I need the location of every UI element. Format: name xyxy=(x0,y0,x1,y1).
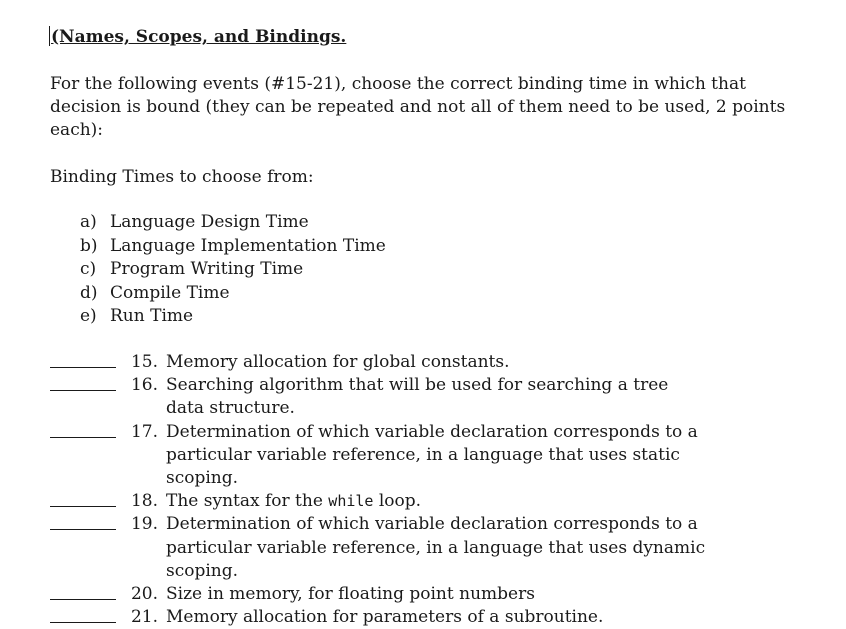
option-letter: a) xyxy=(80,212,97,232)
question-text-part: loop. xyxy=(373,491,422,512)
answer-blank[interactable] xyxy=(50,513,116,530)
question-text: Searching algorithm that will be used for searching a tree data structure. xyxy=(166,375,669,419)
question-text: Memory allocation for global constants. xyxy=(166,352,510,372)
answer-blank[interactable] xyxy=(50,351,116,368)
code-keyword: while xyxy=(328,492,374,511)
question-number: 20. xyxy=(130,584,158,605)
question-17 xyxy=(50,421,776,491)
option-letter: e) xyxy=(80,306,97,326)
question-number: 21. xyxy=(130,607,158,628)
option-letter: b) xyxy=(80,235,98,256)
question-number: 15. xyxy=(130,352,158,372)
questions-list xyxy=(50,351,776,629)
question-15 xyxy=(50,351,776,374)
option-c xyxy=(80,258,386,282)
question-number: 19. xyxy=(130,514,158,535)
question-19 xyxy=(50,513,776,583)
option-label: Compile Time xyxy=(110,282,230,303)
question-20 xyxy=(50,583,776,606)
option-a xyxy=(80,211,386,235)
binding-times-list xyxy=(80,211,386,329)
answer-blank[interactable] xyxy=(50,374,116,391)
question-number: 18. xyxy=(130,491,158,512)
question-text: Determination of which variable declaration corresponds to a particular variable reference, in a language that uses dynamic scoping. xyxy=(166,514,706,581)
answer-blank[interactable] xyxy=(50,421,116,438)
binding-times-heading: Binding Times to choose from: xyxy=(50,167,314,187)
question-number: 16. xyxy=(130,375,158,396)
instructions-paragraph: For the following events (#15-21), choose the correct binding time in which that decision is bound (they can be repeated and not all of them need to be used, 2 points each): xyxy=(50,74,786,140)
question-text: Determination of which variable declaration corresponds to a particular variable reference, in a language that uses static scoping. xyxy=(166,421,698,489)
question-text: Size in memory, for floating point numbers xyxy=(166,584,535,605)
option-letter: d) xyxy=(80,282,98,303)
question-21 xyxy=(50,606,776,629)
answer-blank[interactable] xyxy=(50,606,116,623)
option-label: Language Design Time xyxy=(110,212,309,232)
text-cursor xyxy=(49,26,50,46)
option-letter: c) xyxy=(80,259,97,279)
question-16 xyxy=(50,374,776,420)
option-b xyxy=(80,235,386,259)
question-text: Memory allocation for parameters of a subroutine. xyxy=(166,607,604,628)
option-e xyxy=(80,305,386,329)
answer-blank[interactable] xyxy=(50,490,116,507)
section-heading: (Names, Scopes, and Bindings. xyxy=(51,27,347,47)
option-label: Run Time xyxy=(110,306,194,326)
question-number: 17. xyxy=(130,421,158,442)
question-18 xyxy=(50,490,776,513)
option-label: Program Writing Time xyxy=(110,259,304,279)
option-label: Language Implementation Time xyxy=(110,235,386,256)
question-text-part: The syntax for the xyxy=(166,491,329,512)
question-text xyxy=(166,490,776,513)
option-d xyxy=(80,282,386,306)
answer-blank[interactable] xyxy=(50,583,116,600)
